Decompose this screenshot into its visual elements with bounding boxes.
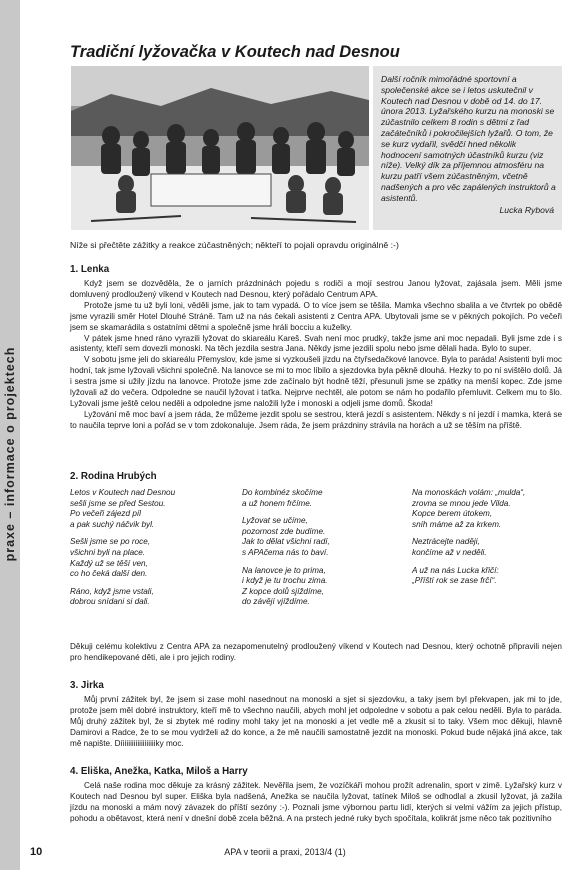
- poem-line: Sešli jsme se po roce,: [70, 537, 151, 547]
- section-rodina-hrubych: [70, 471, 562, 486]
- poem-line: sešli jsme se před Sestou.: [70, 498, 166, 508]
- poem-stanza: [242, 488, 412, 509]
- poem-line: zrovna se mnou jede Vilda.: [412, 498, 511, 508]
- poem-line: „Příští rok se zase frčí“.: [412, 576, 497, 586]
- paragraph: Celá naše rodina moc děkuje za krásný zážitek. Nevěřila jsem, že vozíčkáři mohou prožít adrenalin, sport v zimě. Lyžařský kurz v Koutech nad Desnou byl super. Eliška byla nadšená, Anežka se naučila lyžovat, tatínek Miloš se odhodlal a zkusil lyžovat, já zažila jízdu na monoski a mám nový závazek do příští sezóny :-). Poznali jsme výbornou partu lidí, kterých si velmi vážím za jejich přístup, pohodu a obětavost, která není v dnešní době zcela běžná. A na prstech jedné ruky bych spočítala, kolikrát jsme něco tak pozitivního: [70, 781, 562, 823]
- intro-box: [373, 66, 562, 230]
- poem-line: Kopce berem útokem,: [412, 509, 493, 519]
- poem-column-1: [70, 488, 242, 615]
- paragraph: V pátek jsme hned ráno vyrazili lyžovat do skiareálu Kareš. Svah není moc prudký, takže jsme ani moc nepadali. Byli jsme zde i s asistenty, kteří sem dovezli monoski. Na těch jezdila sestra Jana. Někdy jsme jezdili spolu nebo jsme dělali hada. Bylo to super.: [70, 333, 562, 354]
- poem-line: a pak suchý náčvik byl.: [70, 519, 155, 529]
- poem-line: co ho čeká další den.: [70, 569, 148, 579]
- poem-stanza: [412, 566, 562, 587]
- lead-text: Níže si přečtěte zážitky a reakce zúčastněných; někteří to pojali opravdu originálně :-): [70, 240, 399, 250]
- poem-line: Z kopce dolů sjíždíme,: [242, 586, 324, 596]
- poem-stanza: [242, 516, 412, 558]
- group-photo: [71, 66, 369, 230]
- group-photo-illustration: [71, 66, 369, 230]
- sidebar-band: [0, 0, 20, 870]
- poem-line: Do kombinéz skočíme: [242, 488, 323, 497]
- poem-stanza: [70, 537, 242, 579]
- poem-line: Ráno, když jsme vstali,: [70, 586, 154, 596]
- section-heading: 2. Rodina Hrubých: [70, 471, 157, 482]
- poem-line: A už na nás Lucka křičí:: [412, 565, 499, 575]
- sidebar-section-label: [1, 334, 19, 574]
- poem: [70, 488, 562, 615]
- poem-stanza: [242, 566, 412, 608]
- poem-line: Každý už se těší ven,: [70, 558, 148, 568]
- poem-line: Lyžovat se učíme,: [242, 516, 308, 526]
- paragraph: Protože jsme tu už byli loni, věděli jsme, jak to tam vypadá. O to více jsem se těšila. Mamka všechno sbalila a ve čtvrtek po obědě jsme vyrazili směr Hotel Dlouhé Stráně. Tam už na nás čekali asistenti z Centra APA. Ubytovali jsme se v pěkných pokojích. Po večeři jsem se skamarádila s ostatními dětmi a společně jsme hráli bocciu a kuželky.: [70, 300, 562, 332]
- paragraph: Lyžování mě moc baví a jsem ráda, že můžeme jezdit spolu se sestrou, která jezdí s asistentem. Někdy s ní jezdí i mamka, která se to naučila teprve loni a pořád se v tom zdokonaluje. Jsem ráda, že jsem prázdniny strávila na horách a už se těším na příště.: [70, 409, 562, 430]
- page-footer: [0, 842, 570, 862]
- poem-line: s APAčema nás to baví.: [242, 547, 329, 557]
- poem-line: i když je tu trochu zima.: [242, 576, 328, 586]
- poem-line: pozornost zde budíme.: [242, 526, 326, 536]
- intro-author: Lucka Rybová: [499, 204, 554, 215]
- poem-line: sníh máme až za krkem.: [412, 519, 502, 529]
- poem-line: Jak to dělat všichni radí,: [242, 537, 330, 547]
- paragraph: Můj první zážitek byl, že jsem si zase mohl nasednout na monoski a sjet si sjezdovku, a taky jsem byl překvapen, jak mi to jde, protože jsem měl dobré instruktory, kteří mě to všechno naučili, abych mohl jet odpoledne v sobotu a pak celou neděli. Byla to paráda. Můj druhý zážitek byl, že si zbytek mé rodiny mohl taky jet na monoski a jet vedle mě a zkusit si to taky. Všem moc děkuji, hlavně Damirovi a Radce, že to se mou vydrželi až do konce, a že mě naučili samostatně jezdit na monoski. Pokud bude nějaká jiná akce, tak mě napište. Díiiiiiiiiiiiiiiiiiiky moc.: [70, 695, 562, 748]
- section-heading: 1. Lenka: [70, 264, 110, 275]
- section-jirka: [70, 680, 562, 750]
- poem-line: do závějí vjíždíme.: [242, 597, 310, 607]
- poem-line: Na lanovce je to prima,: [242, 565, 326, 575]
- paragraph: Když jsem se dozvěděla, že o jarních prázdninách pojedu s rodiči a mojí sestrou Janou lyžovat, zajásala jsem. Měli jsme domluvený prodloužený víkend v Koutech nad Desnou, který pořádalo Centrum APA.: [70, 279, 562, 299]
- poem-line: končíme až v neděli.: [412, 547, 487, 557]
- poem-stanza: [412, 488, 562, 530]
- section-heading: 4. Eliška, Anežka, Katka, Miloš a Harry: [70, 766, 248, 777]
- section-heading: 3. Jirka: [70, 680, 104, 691]
- poem-line: Po večeři zájezd píl: [70, 509, 141, 519]
- poem-stanza: [70, 488, 242, 530]
- article-title: Tradiční lyžovačka v Koutech nad Desnou: [70, 43, 400, 61]
- poem-line: a už honem frčíme.: [242, 498, 313, 508]
- poem-line: všichni byli na place.: [70, 547, 146, 557]
- poem-line: Na monoskách volám: „mulda“,: [412, 488, 526, 497]
- poem-stanza: [412, 537, 562, 558]
- poem-line: Letos v Koutech nad Desnou: [70, 488, 176, 497]
- poem-stanza: [70, 587, 242, 608]
- poem-line: Neztrácejte naději,: [412, 537, 480, 547]
- section-rodina-4: [70, 766, 562, 825]
- poem-line: dobrou snídani si dali.: [70, 597, 150, 607]
- journal-citation: APA v teorii a praxi, 2013/4 (1): [224, 847, 346, 857]
- poem-column-2: [242, 488, 412, 615]
- page-number: 10: [30, 846, 43, 858]
- intro-text: Další ročník mimořádné sportovní a společenské akce se i letos uskutečnil v Koutech nad Desnou v době od 14. do 17. února 2013. Lyžařského kurzu na monoski se zúčastnilo celkem 8 rodin s dětmi z řad začátečníků i pokročilejších lyžařů. O tom, že se kurz vydařil, svědčí hned několik hodnocení samotných účastníků kurzu (viz níže). Velký dík za příjemnou atmosféru na kurzu patří všem zúčastněným, včetně nadšených a pro věc zapálených instruktorů a asistentů.: [381, 74, 556, 203]
- thanks-paragraph: Děkuji celému kolektivu z Centra APA za nezapomenutelný prodloužený víkend v Koutech nad Desnou, který ochotně připravili nejen pro hendikepované děti, ale i pro jejich rodiny.: [70, 642, 562, 662]
- poem-column-3: [412, 488, 562, 615]
- sidebar-section-text: praxe – informace o projektech: [3, 346, 17, 562]
- section-lenka: [70, 264, 562, 432]
- paragraph: V sobotu jsme jeli do skiareálu Přemyslov, kde jsme si vyzkoušeli jízdu na čtyřsedačkové lanovce. Byla to paráda! Asistenti byli moc hodní, tak jsme lyžovali všichni společně. Na lanovce se mi to moc líbilo a sjezdovka byla pěkně dlouhá. Hezky to po ní svištělo dolů. Já i sestra jsme si užily jízdu na lanovce. Protože jsme zde začínalo být hodně těží, přesunuli jsme se zpátky na menší kopec. Zde jsme lyžovali až do večera. Odpoledne se naučil lyžovat i taťka. Nejprve nechtěl, ale potom se nám ho podařilo přemluvit. Celkem mu to šlo. Lyžovali jsme ještě celou neděli a odpoledne jsme naložili lyže i monoski a odjeli jsme domů. Škoda!: [70, 355, 562, 408]
